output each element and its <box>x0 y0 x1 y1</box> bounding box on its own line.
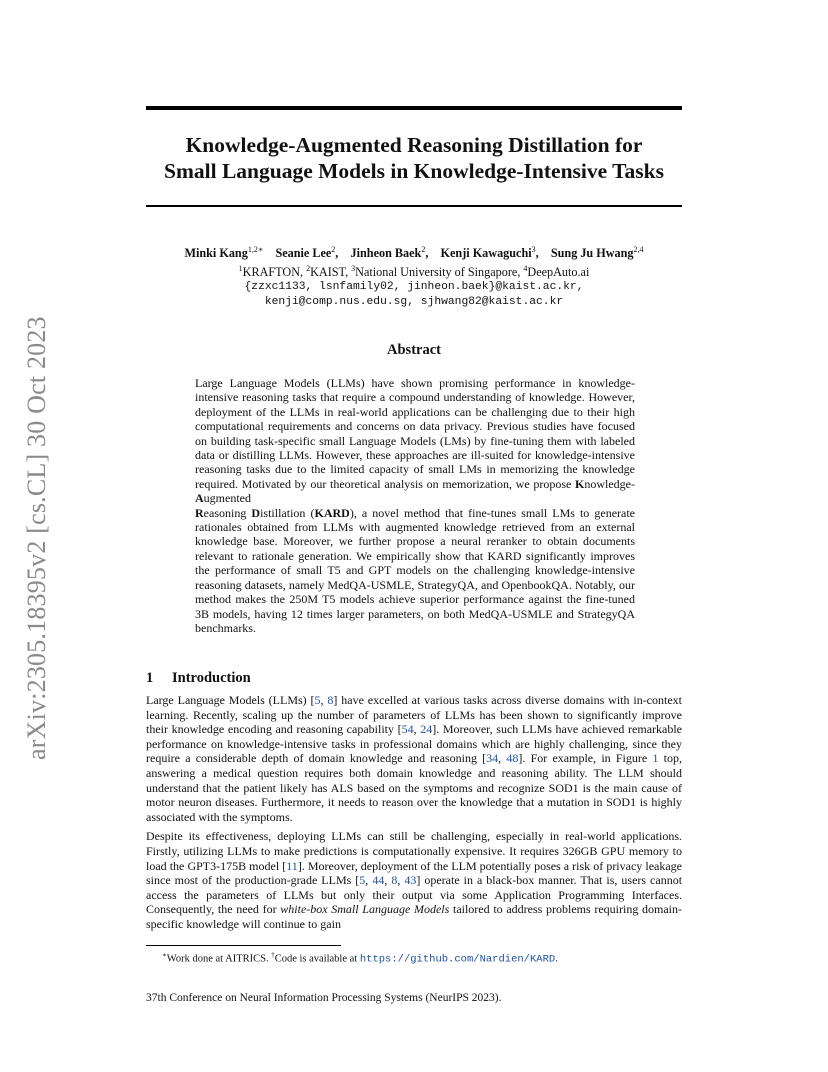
text-run: , <box>397 873 405 888</box>
section-title: Introduction <box>172 670 251 686</box>
affiliation-number: 3 <box>351 264 356 274</box>
author-name: Jinheon Baek <box>350 246 422 261</box>
affiliation-name: KRAFTON <box>242 265 300 280</box>
abstract-heading: Abstract <box>387 342 441 358</box>
method-initial: D <box>251 505 261 520</box>
paper-title <box>146 132 682 184</box>
text-run: ]. For example, in Figure <box>518 751 653 766</box>
text-run: Despite its effectiveness, deploying LLMs can still be challenging, especially in real-world applications. Firstly, utilizing LLMs to make predictions is computationally expensive. It requires 326GB GPU memory to load the GPT3-175B model [ <box>146 829 682 873</box>
introduction-body <box>146 693 682 937</box>
citation-link[interactable]: 43 <box>404 873 417 888</box>
section-heading <box>146 670 251 687</box>
author-names: Minki Kang$^{1,2∗}$ Seanie Lee$^2$, Jinheon Baek$^2$, Kenji Kawaguchi$^3$, Sung Ju Hwang$^{2,4}$ <box>184 245 644 261</box>
citation-link[interactable]: 5 <box>359 873 366 888</box>
title-bottom-rule <box>146 205 682 207</box>
method-initial: K <box>575 476 585 491</box>
footnote-text: Code is available at <box>274 953 360 965</box>
method-word: ) <box>349 505 354 520</box>
affiliation-name: KAIST <box>310 265 346 280</box>
text-run: , <box>320 693 328 707</box>
citation-link[interactable]: 44 <box>372 873 385 888</box>
intro-paragraph-1 <box>146 693 682 824</box>
intro-paragraph-2 <box>146 829 682 931</box>
author-name: Minki Kang <box>184 246 248 261</box>
emphasis-text: white-box Small Language Models <box>280 902 450 917</box>
text-run: ] operate in a black-box manner. That is, users cannot access the parameters of LLMs but only their output via some Application Programming Interfaces. Consequently, the need for <box>146 873 683 917</box>
method-word: easoning <box>203 505 252 520</box>
text-run: , <box>365 873 373 888</box>
method-word: ugmented <box>203 491 251 506</box>
affiliation-name: DeepAuto.ai <box>527 265 590 280</box>
footnote-mark: † <box>271 951 275 959</box>
text-run: top, answering a medical question requires both domain knowledge and reasoning ability. The LLM should understand that the patient likely has ALS based on the symptoms and recognize SOD1 is the main cause of motor neuron diseases. Furthermore, it needs to reason over the knowledge that a mutation in SOD1 is highly associated with the symptoms. <box>146 751 682 824</box>
figure-link[interactable]: 1 <box>652 751 659 766</box>
author-name: Kenji Kawaguchi <box>440 246 532 261</box>
text-run: ]. Moreover, deployment of the LLM potentially poses a risk of privacy leakage since most of the production-grade LLMs [ <box>146 858 682 888</box>
abstract-text: Large Language Models (LLMs) have shown promising performance in knowledge-intensive reasoning tasks that require a compound understanding of knowledge. However, deployment of the LLMs in real-world applications can be challenging due to their high computational requirements and concerns on data privacy. Previous studies have focused on building task-specific small Language Models (LMs) by fine-tuning them with labeled data or distilling LLMs. However, these approaches are ill-suited for knowledge-intensive reasoning tasks due to the limited capacity of small LMs in memorizing the knowledge required. Motivated by our theoretical analysis on memorization, we propose <box>195 376 635 491</box>
venue-footer: 37th Conference on Neural Information Processing Systems (NeurIPS 2023). <box>146 992 502 1004</box>
citation-link[interactable]: 24 <box>420 722 433 737</box>
title-line-2: Small Language Models in Knowledge-Intensive Tasks <box>164 159 664 183</box>
title-top-rule <box>146 106 682 110</box>
footnote-rule <box>146 945 341 946</box>
affiliation-number: 2 <box>306 264 311 274</box>
method-word: istillation ( <box>260 505 315 520</box>
author-affiliation-mark: 2,4 <box>633 245 644 254</box>
method-acronym: KARD <box>314 505 350 520</box>
affiliation-name: National University of Singapore <box>355 265 518 280</box>
footnote-text: . <box>555 953 558 965</box>
arxiv-stamp: arXiv:2305.18395v2 [cs.CL] 30 Oct 2023 <box>22 316 51 760</box>
author-affiliation-mark: 3 <box>531 245 536 254</box>
method-initial: R <box>195 505 204 520</box>
footnote <box>146 951 682 966</box>
text-run: , <box>498 751 507 766</box>
citation-link[interactable]: 5 <box>314 693 321 707</box>
abstract-body <box>195 376 635 635</box>
text-run: Large Language Models (LLMs) [ <box>146 693 315 707</box>
text-run: ]. Moreover, such LLMs have achieved remarkable performance on knowledge-intensive tasks in professional domains which are highly challenging, since they require a considerable depth of domain knowledge and reasoning [ <box>146 722 683 766</box>
author-footnote-mark: ∗ <box>257 245 264 254</box>
section-number: 1 <box>146 670 154 686</box>
method-word: nowledge- <box>584 476 635 491</box>
affiliation-number: 4 <box>523 264 528 274</box>
emails-line-1: {zzxc1133, lsnfamily02, jinheon.baek}@kaist.ac.kr, <box>244 281 584 294</box>
text-run: , <box>413 722 421 737</box>
code-url-link[interactable]: https://github.com/Nardien/KARD <box>359 953 556 966</box>
citation-link[interactable]: 48 <box>506 751 519 766</box>
footnote-mark: ∗ <box>162 951 167 959</box>
citation-link[interactable]: 8 <box>327 693 334 707</box>
affiliation-number: 1 <box>238 264 243 274</box>
author-affiliation-mark: 2 <box>331 245 336 254</box>
abstract-text: , a novel method that fine-tunes small LMs to generate rationales obtained from LLMs with augmented knowledge retrieved from an external knowledge base. Moreover, we further propose a neural reranker to obtain documents relevant to rationale generation. We empirically show that KARD significantly improves the performance of small T5 and GPT models on the challenging knowledge-intensive reasoning datasets, namely MedQA-USMLE, StrategyQA, and OpenbookQA. Notably, our method makes the 250M T5 models achieve superior performance against the fine-tuned 3B models, having 12 times larger parameters, on both MedQA-USMLE and StrategyQA benchmarks. <box>195 505 636 635</box>
method-initial: A <box>195 491 204 506</box>
author-affiliation-mark: 2 <box>421 245 426 254</box>
citation-link[interactable]: 11 <box>286 858 298 873</box>
emails-line-2: kenji@comp.nus.edu.sg, sjhwang82@kaist.ac.kr <box>264 296 564 309</box>
title-line-1: Knowledge-Augmented Reasoning Distillation for <box>185 133 643 157</box>
citation-link[interactable]: 8 <box>391 873 398 888</box>
author-name: Sung Ju Hwang <box>550 246 634 261</box>
author-block <box>146 242 682 310</box>
footnote-text: Work done at AITRICS. <box>166 953 272 965</box>
text-run: , <box>384 873 392 888</box>
affiliations: $^1$KRAFTON, $^2$KAIST, $^3$National University of Singapore, $^4$DeepAuto.ai <box>238 264 590 280</box>
author-affiliation-mark: 1,2 <box>247 245 258 254</box>
text-run: tailored to address problems requiring domain-specific knowledge will continue to gain <box>146 902 683 931</box>
text-run: ] have excelled at various tasks across diverse domains with in-context learning. Recently, scaling up the number of parameters of LLMs has been shown to significantly improve their knowledge encoding and reasoning capability [ <box>146 693 683 737</box>
citation-link[interactable]: 34 <box>486 751 499 766</box>
citation-link[interactable]: 54 <box>401 722 414 737</box>
author-name: Seanie Lee <box>275 246 332 261</box>
